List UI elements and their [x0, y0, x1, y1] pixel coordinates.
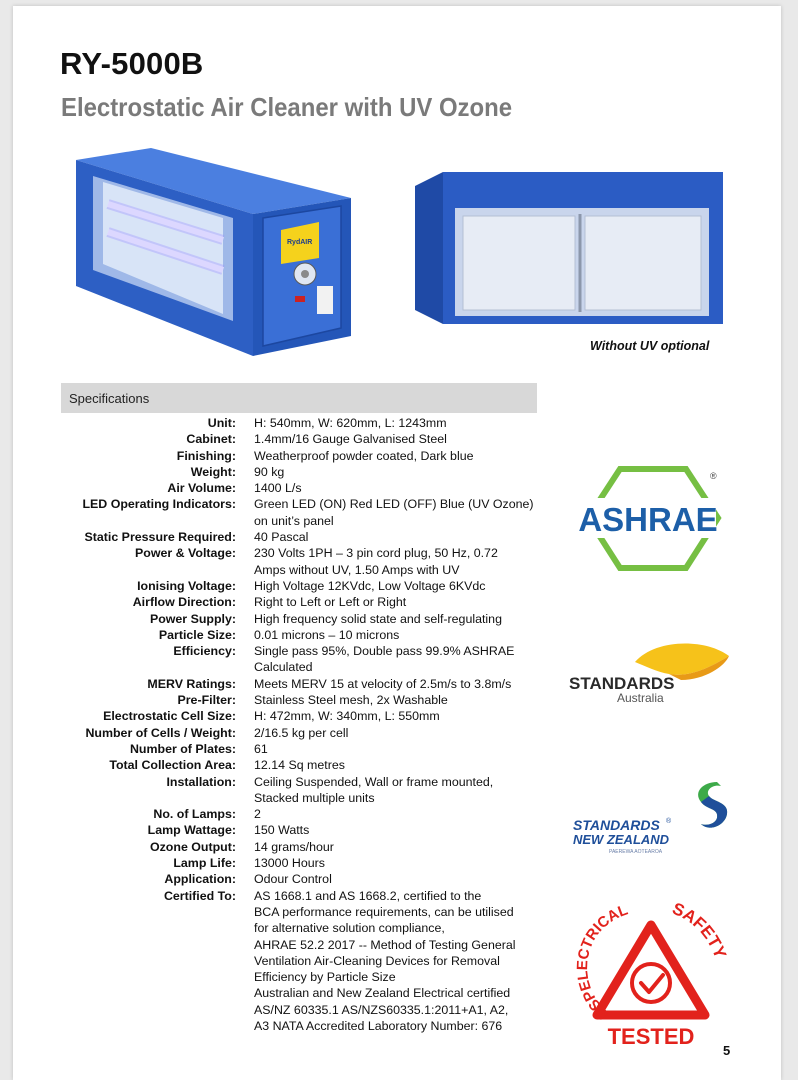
spec-label: Certified To:: [163, 888, 236, 903]
spec-value: Stainless Steel mesh, 2x Washable: [254, 693, 448, 708]
spec-row: [61, 888, 551, 1035]
spec-label: Unit:: [207, 416, 236, 430]
spec-value: High Voltage 12KVdc, Low Voltage 6KVdc: [254, 578, 486, 593]
spec-label: Electrostatic Cell Size:: [103, 709, 236, 724]
spec-label: Finishing:: [176, 448, 236, 463]
spec-label: Installation:: [166, 774, 236, 789]
alt-unit-filter-right: [585, 216, 701, 310]
spec-row: [61, 611, 551, 627]
spec-row: [61, 708, 551, 724]
spec-row: [61, 725, 551, 741]
spec-row: [61, 855, 551, 871]
spec-label: MERV Ratings:: [147, 676, 236, 691]
panel-fan-hub: [301, 270, 309, 278]
specifications-header: [61, 383, 537, 413]
spec-label: No. of Lamps:: [153, 807, 236, 822]
standards-nz-registered-mark: ®: [666, 818, 672, 825]
panel-warning-labels: [317, 286, 333, 314]
spec-row: [61, 741, 551, 757]
product-subtitle: Electrostatic Air Cleaner with UV Ozone: [61, 92, 513, 122]
alt-unit-filter-left: [463, 216, 575, 310]
spec-value: Meets MERV 15 at velocity of 2.5m/s to 3.8m/s: [254, 676, 512, 691]
spec-value: H: 540mm, W: 620mm, L: 1243mm: [254, 416, 447, 430]
standards-au-line1: STANDARDS: [569, 674, 675, 693]
spec-label: Cabinet:: [186, 432, 236, 447]
panel-indicator: [295, 296, 305, 302]
spec-label: Airflow Direction:: [132, 595, 236, 610]
panel-brand-text: RydAIR: [287, 239, 313, 246]
standards-au-line2: Australia: [617, 691, 664, 705]
spec-row: [61, 839, 551, 855]
spec-row: [61, 431, 551, 447]
spec-label: Static Pressure Required:: [84, 530, 236, 545]
without-uv-caption: Without UV optional: [590, 339, 710, 353]
spec-value: 0.01 microns – 10 microns: [254, 627, 400, 642]
spec-value: 2/16.5 kg per cell: [254, 725, 349, 740]
main-unit-photo: [73, 146, 363, 361]
ashrae-wordmark: ASHRAE: [578, 501, 718, 538]
spec-value: 230 Volts 1PH – 3 pin cord plug, 50 Hz, 0.72 Amps without UV, 1.50 Amps with UV: [254, 546, 498, 577]
spec-row: [61, 871, 551, 887]
spec-row: [61, 692, 551, 708]
spec-value: High frequency solid state and self-regulating: [254, 611, 502, 626]
spec-row: [61, 757, 551, 773]
specifications-title: Specifications: [69, 391, 150, 406]
spec-row: [61, 822, 551, 838]
spec-value: 150 Watts: [254, 823, 310, 838]
spec-label: Efficiency:: [173, 644, 236, 659]
spec-label: Power & Voltage:: [135, 546, 236, 561]
ashrae-logo: [568, 464, 728, 574]
spec-value: 13000 Hours: [254, 856, 325, 871]
spec-row: [61, 496, 551, 529]
spec-row: [61, 448, 551, 464]
spec-row: [61, 676, 551, 692]
spec-label: Particle Size:: [158, 627, 236, 642]
spec-row: [61, 545, 551, 578]
spec-label: Power Supply:: [149, 611, 236, 626]
electrical-safety-tested-logo: [567, 891, 737, 1051]
model-title: RY-5000B: [60, 46, 204, 81]
standards-nz-line1: STANDARDS: [573, 817, 660, 833]
spec-value: Single pass 95%, Double pass 99.9% ASHRAE Calculated: [254, 644, 515, 675]
spec-value: 1.4mm/16 Gauge Galvanised Steel: [254, 432, 447, 447]
spec-row: [61, 806, 551, 822]
standards-australia-logo: [565, 634, 735, 709]
safety-arc-left-text: ESPELECTRICAL: [574, 901, 631, 1023]
spec-row: [61, 627, 551, 643]
spec-label: Ionising Voltage:: [137, 578, 236, 593]
spec-value: Ceiling Suspended, Wall or frame mounted, Stacked multiple units: [254, 774, 494, 805]
spec-label: LED Operating Indicators:: [82, 497, 236, 512]
spec-value: AS 1668.1 and AS 1668.2, certified to the BCA performance requirements, can be utilised for alternative solution compliance, AHRAE 52.2 2017 -- Method of Testing General Ventilation Air-Cleaning Devices for Removal Efficiency by Particle Size Australian and New Zealand Electrical certified AS/NZ 60335.1 AS/NZS60335.1:2011+A1, A2, A3 NATA Accredited Laboratory Number: 676: [254, 888, 516, 1033]
spec-label: Weight:: [190, 464, 236, 479]
spec-row: [61, 594, 551, 610]
spec-value: 40 Pascal: [254, 530, 309, 545]
spec-label: Lamp Life:: [173, 856, 236, 871]
spec-row: [61, 578, 551, 594]
safety-tested-text: TESTED: [607, 1024, 695, 1049]
spec-label: Ozone Output:: [149, 839, 236, 854]
spec-value: Odour Control: [254, 872, 332, 887]
standards-nz-logo: [569, 778, 739, 858]
spec-row: [61, 774, 551, 807]
spec-value: Weatherproof powder coated, Dark blue: [254, 448, 474, 463]
spec-label: Application:: [164, 872, 236, 887]
spec-label: Lamp Wattage:: [147, 823, 236, 838]
spec-row: [61, 643, 551, 676]
spec-label: Number of Cells / Weight:: [85, 725, 236, 740]
specifications-list: [61, 415, 551, 1034]
spec-label: Air Volume:: [167, 481, 236, 496]
spec-row: [61, 529, 551, 545]
spec-value: 90 kg: [254, 464, 285, 479]
ashrae-registered-mark: ®: [710, 471, 717, 481]
spec-value: Green LED (ON) Red LED (OFF) Blue (UV Ozone) on unit’s panel: [254, 497, 534, 528]
spec-value: 14 grams/hour: [254, 839, 334, 854]
spec-value: Right to Left or Left or Right: [254, 595, 407, 610]
standards-nz-line2: NEW ZEALAND: [573, 832, 670, 847]
standards-nz-s-mark-shade: [701, 796, 727, 828]
safety-check-icon: [641, 975, 663, 992]
safety-arc-right-text: SAFETY: [669, 898, 730, 962]
safety-check-circle: [632, 964, 670, 1002]
spec-row: [61, 415, 551, 431]
spec-value: 1400 L/s: [254, 481, 302, 496]
spec-label: Number of Plates:: [129, 741, 236, 756]
spec-row: [61, 480, 551, 496]
spec-value: H: 472mm, W: 340mm, L: 550mm: [254, 709, 440, 724]
spec-value: 12.14 Sq metres: [254, 758, 345, 773]
brochure-page: [13, 6, 781, 1080]
alt-unit-side: [415, 172, 443, 324]
spec-value: 2: [254, 807, 261, 822]
alt-unit-photo: [411, 166, 729, 331]
spec-label: Total Collection Area:: [109, 758, 236, 773]
spec-label: Pre-Filter:: [177, 693, 236, 708]
page-number: 5: [723, 1043, 731, 1058]
standards-nz-line3: PAEREWA AOTEAROA: [609, 849, 663, 855]
spec-row: [61, 464, 551, 480]
spec-value: 61: [254, 741, 268, 756]
